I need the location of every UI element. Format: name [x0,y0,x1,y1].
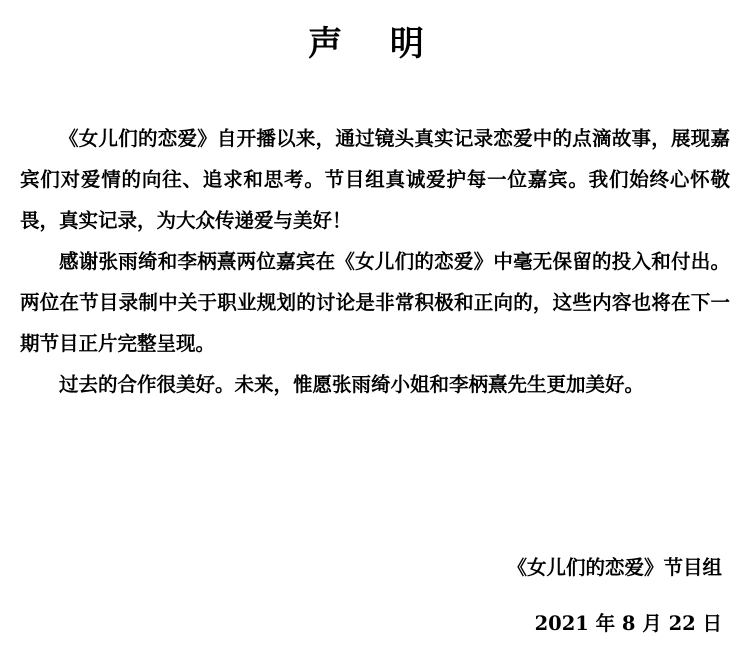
issue-date: 2021 年 8 月 22 日 [534,612,722,635]
statement-body [20,118,730,405]
paragraph-closing: 过去的合作很美好。未来，惟愿张雨绮小姐和李柄熹先生更加美好。 [59,373,645,396]
signature-block [507,540,722,652]
document-title: 声 明 [308,24,442,64]
paragraph-thanks: 感谢张雨绮和李柄熹两位嘉宾在《女儿们的恋爱》中毫无保留的投入和付出。两位在节目录制中关于职业规划的讨论是非常积极和正向的，这些内容也将在下一期节目正片完整呈现。 [20,250,730,355]
paragraph-intro: 《女儿们的恋爱》自开播以来，通过镜头真实记录恋爱中的点滴故事，展现嘉宾们对爱情的向往、追求和思考。节目组真诚爱护每一位嘉宾。我们始终心怀敬畏，真实记录，为大众传递爱与美好！ [20,127,730,232]
issuer-name: 《女儿们的恋爱》节目组 [507,556,722,579]
